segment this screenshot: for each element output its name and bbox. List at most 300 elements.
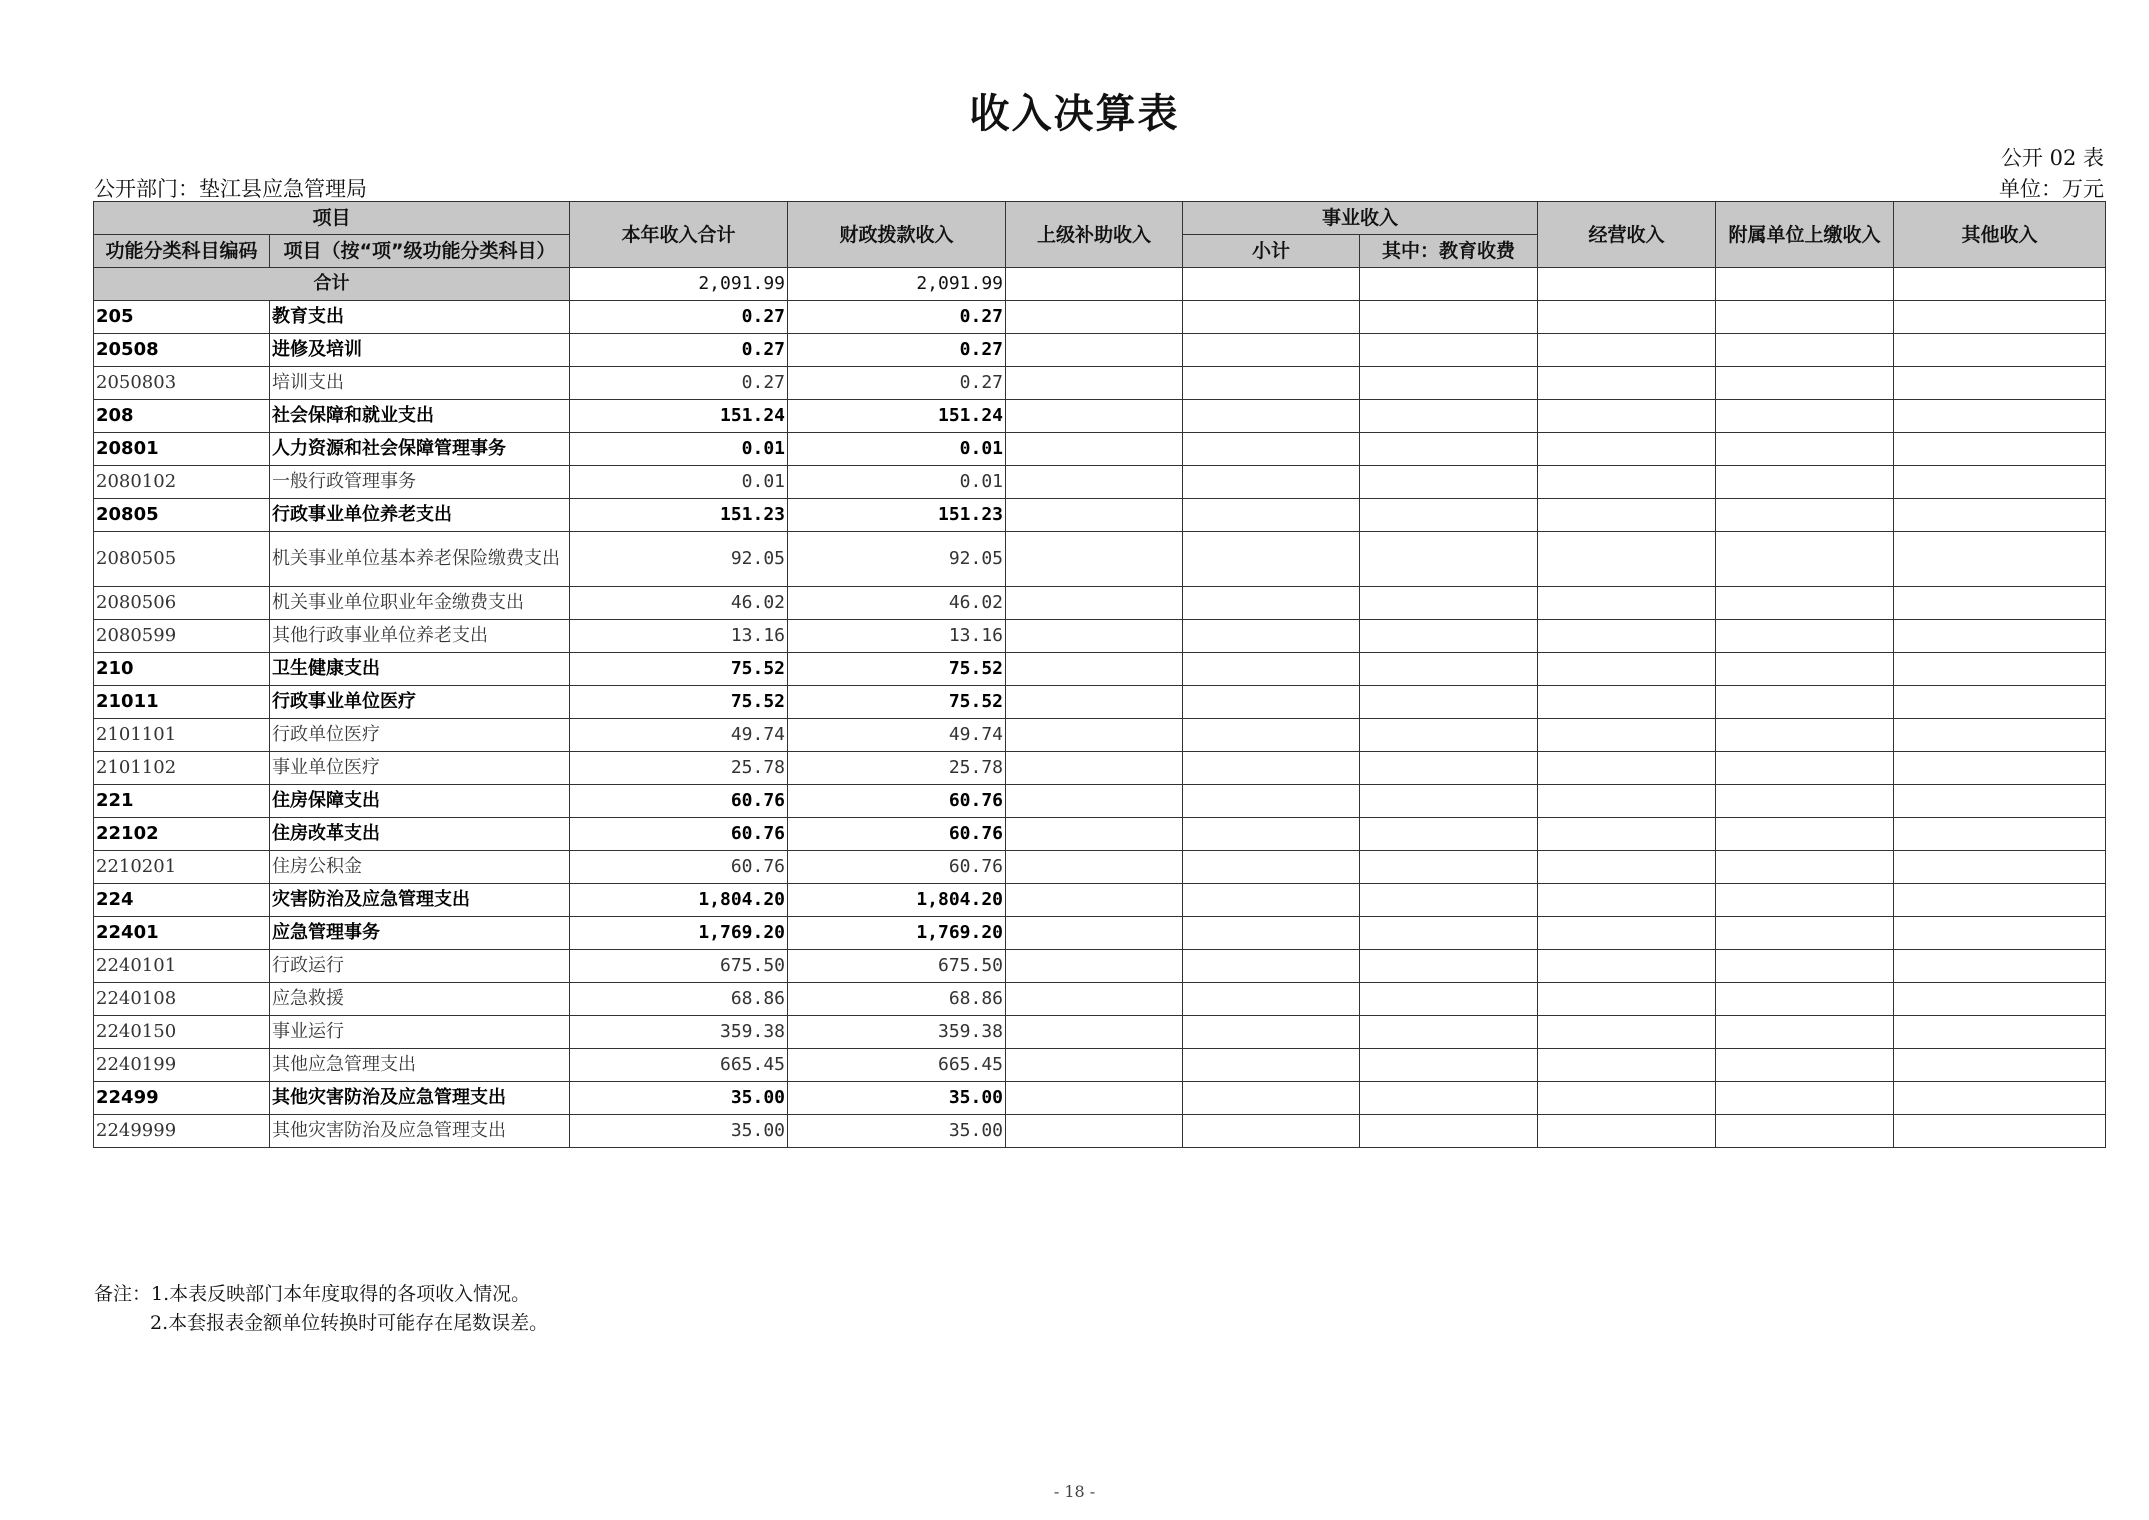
empty-cell [1716,785,1894,818]
empty-cell [1538,719,1716,752]
row-fiscal: 75.52 [788,686,1006,719]
empty-cell [1360,752,1538,785]
row-fiscal: 46.02 [788,587,1006,620]
empty-cell [1183,1049,1360,1082]
empty-cell [1538,884,1716,917]
total-fiscal: 2,091.99 [788,268,1006,301]
empty-cell [1538,400,1716,433]
empty-cell [1006,752,1183,785]
empty-cell [1006,950,1183,983]
empty-cell [1183,532,1360,587]
empty-cell [1360,301,1538,334]
empty-cell [1716,818,1894,851]
table-row [94,620,2106,653]
row-name: 一般行政管理事务 [270,466,570,499]
row-name: 行政单位医疗 [270,719,570,752]
empty-cell [1538,1049,1716,1082]
row-total: 1,769.20 [570,917,788,950]
empty-cell [1183,499,1360,532]
empty-cell [1538,1115,1716,1148]
row-name: 应急救援 [270,983,570,1016]
header-business: 事业收入 [1183,202,1538,235]
empty-cell [1538,620,1716,653]
row-total: 0.01 [570,466,788,499]
empty-cell [1183,400,1360,433]
empty-cell [1360,917,1538,950]
empty-cell [1894,532,2106,587]
header-total: 本年收入合计 [570,202,788,268]
table-row [94,785,2106,818]
empty-cell [1183,719,1360,752]
row-name: 事业单位医疗 [270,752,570,785]
unit-label: 单位：万元 [1999,177,2104,201]
row-name: 住房改革支出 [270,818,570,851]
empty-cell [1006,785,1183,818]
empty-cell [1360,1115,1538,1148]
income-table [93,201,2106,1148]
empty-cell [1006,653,1183,686]
row-name: 卫生健康支出 [270,653,570,686]
empty-cell [1183,587,1360,620]
row-code: 2080505 [94,532,270,587]
empty-cell [1360,818,1538,851]
row-code: 2240150 [94,1016,270,1049]
row-code: 2101101 [94,719,270,752]
row-fiscal: 60.76 [788,851,1006,884]
empty-cell [1006,532,1183,587]
table-row [94,1049,2106,1082]
row-name: 教育支出 [270,301,570,334]
empty-cell [1360,785,1538,818]
empty-cell [1006,301,1183,334]
row-total: 0.01 [570,433,788,466]
empty-cell [1894,334,2106,367]
row-code: 20805 [94,499,270,532]
table-row [94,587,2106,620]
empty-cell [1894,367,2106,400]
header-item: 项目 [94,202,570,235]
total-label: 合计 [94,268,570,301]
empty-cell [1894,301,2106,334]
empty-cell [1183,653,1360,686]
row-fiscal: 35.00 [788,1115,1006,1148]
empty-cell [1894,1049,2106,1082]
table-row [94,433,2106,466]
row-name: 行政事业单位医疗 [270,686,570,719]
empty-cell [1183,917,1360,950]
row-name: 灾害防治及应急管理支出 [270,884,570,917]
empty-cell [1360,1082,1538,1115]
row-total: 60.76 [570,785,788,818]
table-row [94,950,2106,983]
empty-cell [1716,1016,1894,1049]
row-fiscal: 68.86 [788,983,1006,1016]
report-title: 收入决算表 [969,91,1180,137]
empty-cell [1538,587,1716,620]
row-code: 2240101 [94,950,270,983]
table-row [94,983,2106,1016]
empty-cell [1006,851,1183,884]
row-code: 210 [94,653,270,686]
empty-cell [1360,950,1538,983]
table-row [94,367,2106,400]
empty-cell [1538,983,1716,1016]
row-fiscal: 0.27 [788,367,1006,400]
empty-cell [1894,719,2106,752]
empty-cell [1006,400,1183,433]
row-fiscal: 25.78 [788,752,1006,785]
empty-cell [1716,532,1894,587]
table-row [94,334,2106,367]
row-total: 665.45 [570,1049,788,1082]
row-total: 0.27 [570,301,788,334]
row-name: 其他行政事业单位养老支出 [270,620,570,653]
empty-cell [1006,1049,1183,1082]
empty-cell [1538,1016,1716,1049]
note-1: 备注：1.本表反映部门本年度取得的各项收入情况。 [94,1283,531,1305]
row-total: 75.52 [570,653,788,686]
empty-cell [1716,1082,1894,1115]
row-code: 208 [94,400,270,433]
empty-cell [1183,620,1360,653]
empty-cell [1894,686,2106,719]
empty-cell [1006,1082,1183,1115]
row-total: 151.23 [570,499,788,532]
empty-cell [1183,301,1360,334]
empty-cell [1538,653,1716,686]
header-code: 功能分类科目编码 [94,235,270,268]
empty-cell [1183,752,1360,785]
empty-cell [1716,851,1894,884]
empty-cell [1006,719,1183,752]
row-code: 221 [94,785,270,818]
row-fiscal: 0.01 [788,466,1006,499]
row-code: 2240108 [94,983,270,1016]
notes [94,1280,548,1338]
row-total: 35.00 [570,1082,788,1115]
empty-cell [1183,1016,1360,1049]
row-fiscal: 359.38 [788,1016,1006,1049]
empty-cell [1360,499,1538,532]
row-name: 培训支出 [270,367,570,400]
total-row [94,268,2106,301]
header-affiliated: 附属单位上缴收入 [1716,202,1894,268]
form-number: 公开 02 表 [2000,146,2104,170]
row-fiscal: 75.52 [788,653,1006,686]
table-row [94,884,2106,917]
empty-cell [1006,1115,1183,1148]
row-code: 20508 [94,334,270,367]
empty-cell [1716,301,1894,334]
row-name: 进修及培训 [270,334,570,367]
row-total: 675.50 [570,950,788,983]
empty-cell [1894,653,2106,686]
row-fiscal: 60.76 [788,785,1006,818]
row-code: 2210201 [94,851,270,884]
empty-cell [1716,620,1894,653]
empty-cell [1183,367,1360,400]
row-total: 49.74 [570,719,788,752]
row-fiscal: 151.24 [788,400,1006,433]
empty-cell [1894,587,2106,620]
department-label: 公开部门：垫江县应急管理局 [94,177,367,201]
empty-cell [1006,686,1183,719]
row-name: 社会保障和就业支出 [270,400,570,433]
table-row [94,818,2106,851]
empty-cell [1006,499,1183,532]
empty-cell [1716,983,1894,1016]
empty-cell [1538,686,1716,719]
row-code: 224 [94,884,270,917]
table-row [94,719,2106,752]
empty-cell [1538,334,1716,367]
empty-cell [1006,433,1183,466]
empty-cell [1716,752,1894,785]
empty-cell [1538,785,1716,818]
row-total: 92.05 [570,532,788,587]
row-code: 2050803 [94,367,270,400]
empty-cell [1183,1082,1360,1115]
header-name: 项目（按“项”级功能分类科目） [270,235,570,268]
empty-cell [1716,400,1894,433]
row-total: 75.52 [570,686,788,719]
empty-cell [1894,983,2106,1016]
empty-cell [1006,466,1183,499]
empty-cell [1360,620,1538,653]
empty-cell [1894,1082,2106,1115]
empty-cell [1894,1115,2106,1148]
table-row [94,686,2106,719]
empty-cell [1006,1016,1183,1049]
empty-cell [1716,1115,1894,1148]
row-code: 22401 [94,917,270,950]
row-code: 22102 [94,818,270,851]
row-name: 事业运行 [270,1016,570,1049]
row-name: 行政运行 [270,950,570,983]
row-total: 60.76 [570,851,788,884]
row-name: 住房保障支出 [270,785,570,818]
row-total: 25.78 [570,752,788,785]
empty-cell [1716,1049,1894,1082]
empty-cell [1183,686,1360,719]
table-row [94,1082,2106,1115]
row-total: 0.27 [570,367,788,400]
row-total: 46.02 [570,587,788,620]
row-total: 359.38 [570,1016,788,1049]
empty-cell [1360,466,1538,499]
empty-cell [1716,719,1894,752]
row-code: 2080599 [94,620,270,653]
empty-cell [1538,466,1716,499]
empty-cell [1006,367,1183,400]
empty-cell [1183,334,1360,367]
row-code: 2240199 [94,1049,270,1082]
empty-cell [1183,433,1360,466]
empty-cell [1006,917,1183,950]
empty-cell [1183,1115,1360,1148]
row-fiscal: 1,769.20 [788,917,1006,950]
empty-cell [1360,1049,1538,1082]
row-fiscal: 92.05 [788,532,1006,587]
row-name: 住房公积金 [270,851,570,884]
row-fiscal: 0.27 [788,334,1006,367]
empty-cell [1360,334,1538,367]
empty-cell [1538,433,1716,466]
header-fiscal: 财政拨款收入 [788,202,1006,268]
row-total: 0.27 [570,334,788,367]
empty-cell [1894,620,2106,653]
empty-cell [1360,719,1538,752]
total-amount: 2,091.99 [570,268,788,301]
table-row [94,1016,2106,1049]
empty-cell [1716,917,1894,950]
empty-cell [1006,983,1183,1016]
empty-cell [1183,983,1360,1016]
empty-cell [1360,1016,1538,1049]
empty-cell [1894,1016,2106,1049]
row-code: 21011 [94,686,270,719]
row-code: 2249999 [94,1115,270,1148]
empty-cell [1716,587,1894,620]
empty-cell [1360,653,1538,686]
table-row [94,301,2106,334]
empty-cell [1894,466,2106,499]
row-fiscal: 13.16 [788,620,1006,653]
empty-cell [1538,1082,1716,1115]
empty-cell [1360,433,1538,466]
row-fiscal: 49.74 [788,719,1006,752]
row-code: 205 [94,301,270,334]
empty-cell [1716,884,1894,917]
empty-cell [1183,818,1360,851]
empty-cell [1183,785,1360,818]
empty-cell [1716,367,1894,400]
empty-cell [1360,686,1538,719]
empty-cell [1894,884,2106,917]
empty-cell [1716,950,1894,983]
empty-cell [1894,818,2106,851]
empty-cell [1538,917,1716,950]
empty-cell [1894,851,2106,884]
row-fiscal: 0.27 [788,301,1006,334]
empty-cell [1006,884,1183,917]
empty-cell [1006,620,1183,653]
row-code: 20801 [94,433,270,466]
empty-cell [1360,884,1538,917]
row-total: 35.00 [570,1115,788,1148]
table-row [94,466,2106,499]
empty-cell [1716,466,1894,499]
row-total: 151.24 [570,400,788,433]
empty-cell [1360,851,1538,884]
empty-cell [1894,499,2106,532]
empty-cell [1360,587,1538,620]
row-total: 13.16 [570,620,788,653]
row-fiscal: 675.50 [788,950,1006,983]
header-superior: 上级补助收入 [1006,202,1183,268]
empty-cell [1716,499,1894,532]
header-operating: 经营收入 [1538,202,1716,268]
table-row [94,499,2106,532]
header-other: 其他收入 [1894,202,2106,268]
row-name: 其他应急管理支出 [270,1049,570,1082]
empty-cell [1538,367,1716,400]
row-fiscal: 665.45 [788,1049,1006,1082]
empty-cell [1538,301,1716,334]
empty-cell [1538,950,1716,983]
row-name: 行政事业单位养老支出 [270,499,570,532]
row-code: 2080506 [94,587,270,620]
empty-cell [1894,433,2106,466]
empty-cell [1538,851,1716,884]
table-row [94,851,2106,884]
row-name: 其他灾害防治及应急管理支出 [270,1115,570,1148]
row-name: 机关事业单位职业年金缴费支出 [270,587,570,620]
row-fiscal: 0.01 [788,433,1006,466]
empty-cell [1538,752,1716,785]
empty-cell [1006,587,1183,620]
empty-cell [1716,433,1894,466]
row-total: 60.76 [570,818,788,851]
empty-cell [1538,818,1716,851]
empty-cell [1716,686,1894,719]
header-education: 其中：教育收费 [1360,235,1538,268]
empty-cell [1360,532,1538,587]
empty-cell [1183,884,1360,917]
table-row [94,752,2106,785]
empty-cell [1894,917,2106,950]
row-total: 1,804.20 [570,884,788,917]
row-code: 2080102 [94,466,270,499]
row-name: 应急管理事务 [270,917,570,950]
header-subtotal: 小计 [1183,235,1360,268]
row-fiscal: 35.00 [788,1082,1006,1115]
empty-cell [1006,334,1183,367]
empty-cell [1360,400,1538,433]
row-name: 机关事业单位基本养老保险缴费支出 [270,532,570,587]
row-fiscal: 60.76 [788,818,1006,851]
empty-cell [1006,818,1183,851]
table-row [94,917,2106,950]
empty-cell [1360,367,1538,400]
empty-cell [1183,466,1360,499]
row-fiscal: 1,804.20 [788,884,1006,917]
empty-cell [1894,400,2106,433]
row-name: 其他灾害防治及应急管理支出 [270,1082,570,1115]
empty-cell [1538,499,1716,532]
empty-cell [1183,851,1360,884]
empty-cell [1894,752,2106,785]
empty-cell [1538,532,1716,587]
empty-cell [1894,785,2106,818]
row-code: 22499 [94,1082,270,1115]
row-name: 人力资源和社会保障管理事务 [270,433,570,466]
empty-cell [1894,950,2106,983]
table-row [94,653,2106,686]
empty-cell [1360,983,1538,1016]
empty-cell [1716,334,1894,367]
table-row [94,400,2106,433]
row-total: 68.86 [570,983,788,1016]
row-fiscal: 151.23 [788,499,1006,532]
note-2: 2.本套报表金额单位转换时可能存在尾数误差。 [150,1312,549,1334]
table-row [94,532,2106,587]
row-code: 2101102 [94,752,270,785]
empty-cell [1183,950,1360,983]
empty-cell [1716,653,1894,686]
table-row [94,1115,2106,1148]
page-number: - 18 - [1053,1482,1096,1501]
